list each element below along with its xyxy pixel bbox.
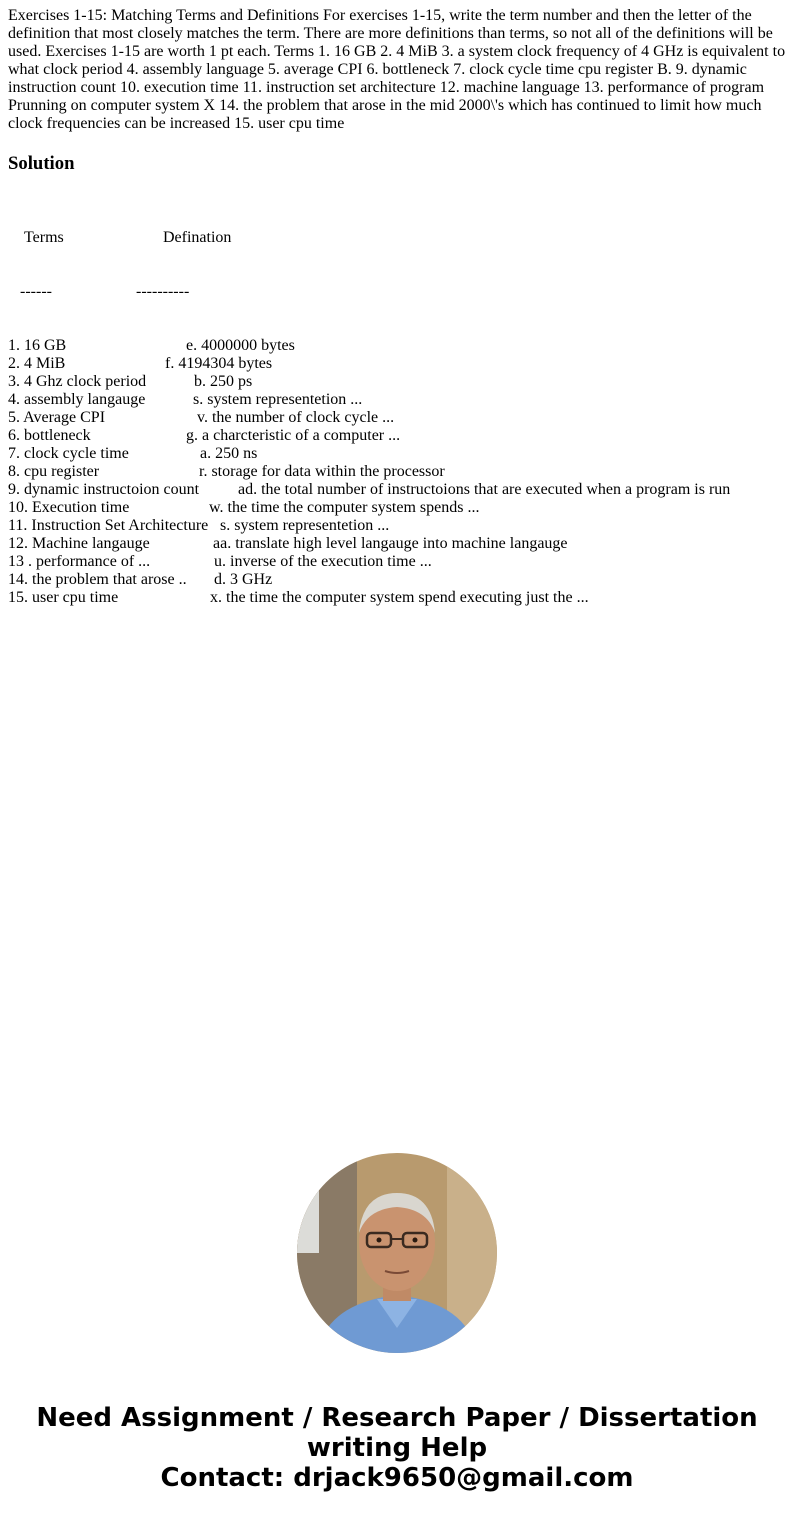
answer-header-row xyxy=(8,229,232,247)
promo-line-1: Need Assignment / Research Paper / Dissertation xyxy=(36,1403,758,1433)
term-text: 5. Average CPI xyxy=(8,409,106,426)
term-text: 2. 4 MiB xyxy=(8,355,66,372)
definition-text: d. 3 GHz xyxy=(214,571,273,588)
term-text: 9. dynamic instructoion count xyxy=(8,481,200,498)
term-text: 7. clock cycle time xyxy=(8,445,129,462)
answer-row xyxy=(8,409,395,427)
question-text: Exercises 1-15: Matching Terms and Definitions For exercises 1-15, write the term number and then the letter of the definition that most closely matches the term. There are more definitions than terms, so not all of the definitions will be used. Exercises 1-15 are worth 1 pt each. Terms 1. 16 GB 2. 4 MiB 3. a system clock frequency of 4 GHz is equivalent to what clock period 4. assembly language 5. average CPI 6. bottleneck 7. clock cycle time cpu register B. 9. dynamic instruction count 10. execution time 11. instruction set architecture 12. machine language 13. performance of program Prunning on computer system X 14. the problem that arose in the mid 2000\'s which has continued to limit how much clock frequencies can be increased 15. user cpu time xyxy=(8,7,786,132)
definition-text: x. the time the computer system spend executing just the ... xyxy=(210,589,589,606)
answer-row xyxy=(8,481,731,499)
term-text: 14. the problem that arose .. xyxy=(8,571,187,588)
definition-header: Defination xyxy=(163,229,232,246)
definition-text: a. 250 ns xyxy=(200,445,258,462)
definition-text: u. inverse of the execution time ... xyxy=(214,553,432,570)
term-text: 11. Instruction Set Architecture xyxy=(8,517,209,534)
term-text: 10. Execution time xyxy=(8,499,130,516)
term-text: 6. bottleneck xyxy=(8,427,91,444)
promo-banner xyxy=(0,1403,794,1493)
promo-line-2: writing Help xyxy=(306,1433,488,1463)
promo-contact: Contact: drjack9650@gmail.com xyxy=(160,1463,634,1493)
author-avatar xyxy=(297,1153,497,1353)
definition-rule: ---------- xyxy=(136,283,190,300)
answer-row xyxy=(8,427,401,445)
definition-text: r. storage for data within the processor xyxy=(199,463,445,480)
person-photo-icon xyxy=(297,1153,497,1353)
definition-text: s. system representetion ... xyxy=(193,391,363,408)
answer-row xyxy=(8,535,568,553)
terms-rule: ------ xyxy=(20,283,52,300)
solution-heading: Solution xyxy=(8,153,75,174)
definition-text: s. system representetion ... xyxy=(220,517,390,534)
answer-row xyxy=(8,589,589,607)
answer-table xyxy=(8,193,731,625)
definition-text: g. a charcteristic of a computer ... xyxy=(186,427,401,444)
term-text: 1. 16 GB xyxy=(8,337,67,354)
answer-row xyxy=(8,463,445,481)
answer-row xyxy=(8,373,253,391)
term-text: 15. user cpu time xyxy=(8,589,119,606)
answer-row xyxy=(8,391,363,409)
term-text: 3. 4 Ghz clock period xyxy=(8,373,147,390)
definition-text: f. 4194304 bytes xyxy=(165,355,273,372)
term-text: 13 . performance of ... xyxy=(8,553,151,570)
answer-row xyxy=(8,337,295,355)
definition-text: w. the time the computer system spends ... xyxy=(209,499,480,516)
definition-text: e. 4000000 bytes xyxy=(186,337,295,354)
answer-row xyxy=(8,571,273,589)
answer-row xyxy=(8,553,432,571)
definition-text: b. 250 ps xyxy=(194,373,253,390)
answer-row xyxy=(8,499,480,517)
term-text: 4. assembly langauge xyxy=(8,391,146,408)
definition-text: v. the number of clock cycle ... xyxy=(197,409,395,426)
answer-row xyxy=(8,517,390,535)
answer-row xyxy=(8,355,273,373)
definition-text: ad. the total number of instructoions that are executed when a program is run xyxy=(238,481,731,498)
term-text: 8. cpu register xyxy=(8,463,100,480)
terms-header: Terms xyxy=(24,229,64,246)
answer-row xyxy=(8,445,258,463)
term-text: 12. Machine langauge xyxy=(8,535,150,552)
definition-text: aa. translate high level langauge into machine langauge xyxy=(213,535,568,552)
answer-rule-row xyxy=(8,283,190,301)
